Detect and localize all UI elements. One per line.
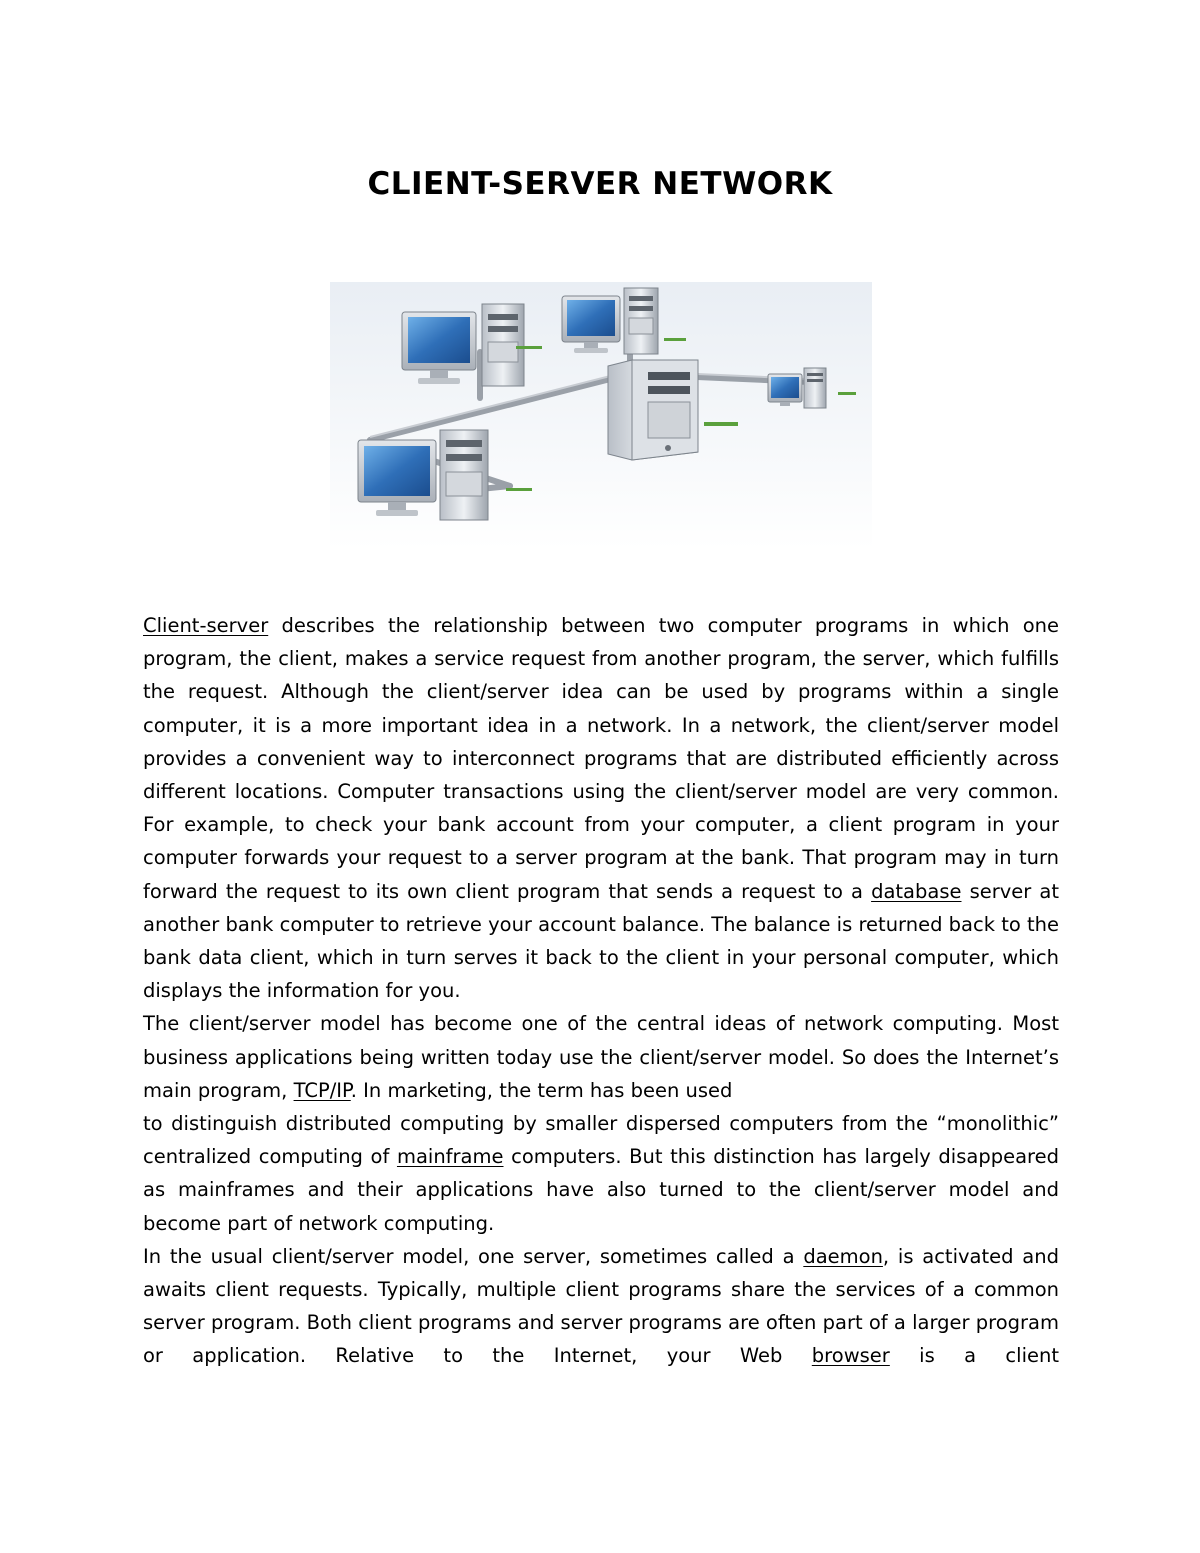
text-span: In the usual client/server model, one server, sometimes called a bbox=[143, 1244, 804, 1268]
text-span: computers. But this distinction has largely disappeared as mainframes and their applications have also turned to the client/server model and become part of network computing. bbox=[143, 1145, 1059, 1235]
text-span: server at another bank computer to retrieve your account balance. The balance is returned back to the bank data client, which in turn serves it back to the client in your personal computer, which displays the information for you. bbox=[143, 879, 1059, 1003]
tcp-ip-link[interactable]: TCP/IP bbox=[293, 1078, 351, 1102]
page-title: CLIENT-SERVER NETWORK bbox=[367, 166, 833, 202]
client-computer-icon bbox=[768, 368, 826, 408]
network-diagram-image bbox=[330, 282, 872, 550]
paragraph-3 bbox=[143, 1107, 1059, 1240]
text-span: The client/server model has become one of the central ideas of network computing. Most business applications being written today use the client/server model. So does the Internet’s main program, bbox=[143, 1012, 1059, 1102]
text-span: . In marketing, the term has been used bbox=[350, 1078, 733, 1102]
paragraph-4 bbox=[143, 1240, 1059, 1373]
database-link[interactable]: database bbox=[871, 879, 962, 903]
paragraph-2 bbox=[143, 1007, 1059, 1107]
text-span: , is activated and awaits client requests. Typically, multiple client programs share the services of a common server program. Both client programs and server programs are often part of a larger program or application. Relative to the Internet, your Web bbox=[143, 1244, 1059, 1368]
client-server-link[interactable]: Client-server bbox=[143, 614, 269, 637]
text-span: to distinguish distributed computing by smaller dispersed computers from the “monolithic” centralized computing of bbox=[143, 1112, 1059, 1169]
mainframe-link[interactable]: mainframe bbox=[396, 1145, 504, 1169]
paragraph-1 bbox=[143, 609, 1059, 1007]
text-span: is a client bbox=[889, 1344, 1059, 1368]
body-text bbox=[143, 609, 1059, 1373]
server-icon bbox=[608, 360, 698, 460]
daemon-link[interactable]: daemon bbox=[803, 1244, 883, 1268]
browser-link[interactable]: browser bbox=[811, 1344, 890, 1368]
text-span: describes the relationship between two computer programs in which one program, the client, makes a service request from another program, the server, which fulfills the request. Although the client/server idea can be used by programs within a single computer, it is a more important idea in a network. In a network, the client/server model provides a convenient way to interconnect programs that are distributed efficiently across different locations. Computer transactions using the client/server model are very common. For example, to check your bank account from your computer, a client program in your computer forwards your request to a server program at the bank. That program may in turn forward the request to its own client program that sends a request to a bbox=[143, 614, 1059, 903]
